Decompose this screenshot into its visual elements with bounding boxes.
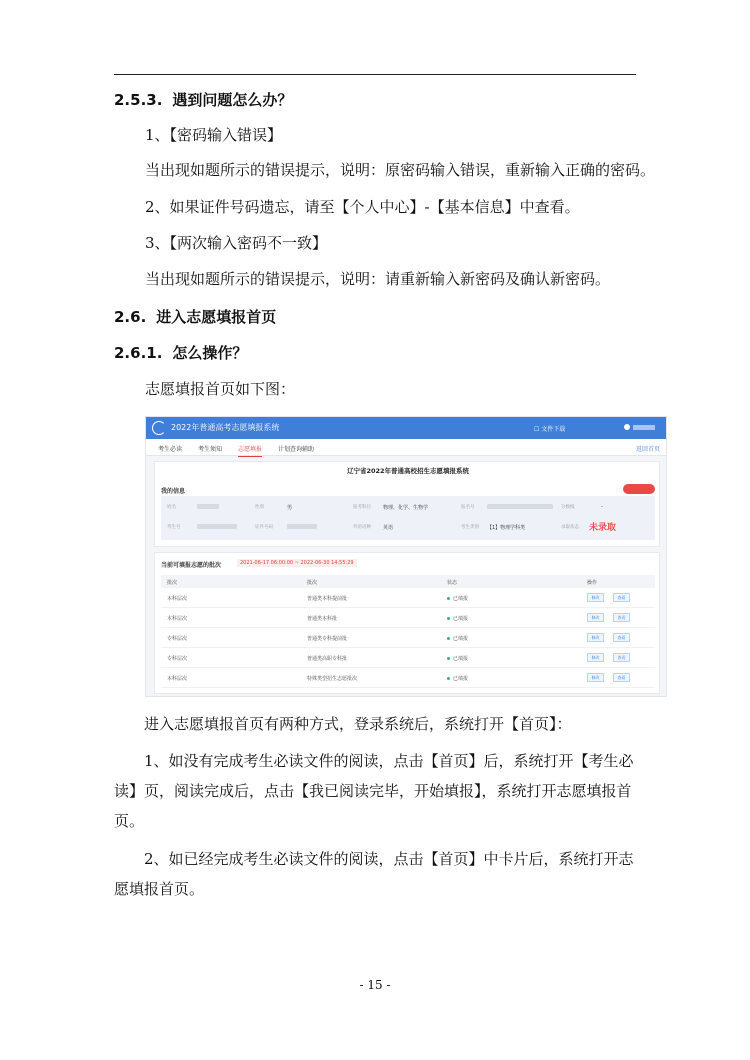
paragraph-3: 2、如已经完成考生必读文件的阅读，点击【首页】中卡片后，系统打开志愿填报首页。 (114, 850, 634, 898)
row-status-text: 已填报 (453, 636, 469, 642)
nav-tab-fill: 志愿填报 (238, 444, 262, 457)
modify-button: 修改 (587, 593, 604, 602)
view-button: 查看 (613, 593, 630, 602)
row-status (447, 615, 468, 622)
section-number: 2.5.3. (114, 91, 163, 109)
section-number: 2.6. (114, 308, 147, 326)
header-batch: 批次 (167, 580, 178, 586)
app-nav (146, 439, 667, 456)
app-header (146, 417, 667, 439)
nav-tab-must-read: 考生必读 (158, 446, 183, 453)
status-dot-icon (447, 617, 450, 620)
view-button: 查看 (613, 653, 630, 662)
figure-intro: 志愿填报首页如下图： (145, 380, 296, 398)
table-row (161, 669, 655, 688)
row-status (447, 675, 468, 682)
item-3-description: 当出现如题所示的错误提示，说明：请重新输入新密码及确认新密码。 (145, 270, 611, 288)
item-3: 3、【两次输入密码不一致】 (145, 234, 328, 252)
section-title: 进入志愿填报首页 (156, 308, 277, 326)
table-row (161, 649, 655, 668)
row-status-text: 已填报 (453, 676, 469, 682)
value-dash: - (601, 504, 603, 510)
section-title: 遇到问题怎么办？ (172, 91, 293, 109)
info-card (154, 461, 660, 547)
value-subjects: 物理、化学、生物学 (383, 505, 429, 511)
row-status (447, 595, 468, 602)
row-status-text: 已填报 (453, 616, 469, 622)
value-foreign: 英语 (383, 525, 394, 531)
header-batch-name: 批次 (307, 580, 318, 586)
status-dot-icon (447, 637, 450, 640)
row-status (447, 635, 468, 642)
label-score: 分数线 (561, 505, 575, 510)
header-status: 状态 (447, 580, 458, 586)
item-1: 1、【密码输入错误】 (145, 126, 283, 144)
status-dot-icon (447, 597, 450, 600)
modify-button: 修改 (587, 613, 604, 622)
label-id: 证件号码 (255, 525, 273, 530)
app-title: 2022年普通高考志愿填报系统 (171, 423, 280, 432)
row-batch: 特殊类型招生志愿批次 (307, 676, 358, 682)
row-batch: 普通类本科提前批 (307, 596, 348, 602)
page-number: - 15 - (359, 978, 391, 992)
redacted-value (487, 504, 553, 509)
view-button: 查看 (613, 633, 630, 642)
back-home-link: 返回首页 (636, 446, 661, 453)
status-dot-icon (447, 657, 450, 660)
row-level: 本科层次 (167, 616, 188, 622)
item-2: 2、如果证件号码遗忘，请至【个人中心】-【基本信息】中查看。 (145, 198, 580, 216)
row-status (447, 655, 468, 662)
value-gender: 男 (287, 505, 293, 511)
label-batch: 报名号 (461, 505, 475, 510)
user-icon (624, 424, 630, 430)
batch-card (154, 552, 660, 694)
table-row (161, 629, 655, 648)
nav-tab-notice: 考生须知 (198, 446, 223, 453)
row-status-text: 已填报 (453, 656, 469, 662)
user-menu (624, 423, 655, 431)
section-heading-2-5-3 (114, 90, 292, 110)
file-download-link: ☐ 文件下载 (534, 426, 566, 433)
table-header (161, 575, 655, 588)
label-category: 考生类别 (461, 525, 479, 530)
item-1-description: 当出现如题所示的错误提示，说明：原密码输入错误，重新输入正确的密码。 (145, 161, 656, 179)
nav-tab-plan: 计划查询辅助 (278, 446, 315, 453)
row-batch: 普通类高职专科批 (307, 656, 348, 662)
label-name: 姓名 (167, 505, 176, 510)
app-logo-icon (152, 421, 166, 435)
paragraph-2: 1、如没有完成考生必读文件的阅读，点击【首页】后，系统打开【考生必读】页，阅读完成后，点击【我已阅读完毕，开始填报】，系统打开志愿填报首页。 (114, 752, 634, 830)
value-first-subject: 【1】物理学科类 (487, 525, 526, 531)
label-gender: 性别 (255, 505, 264, 510)
header-rule (114, 74, 636, 75)
modify-button: 修改 (587, 673, 604, 682)
row-level: 本科层次 (167, 676, 188, 682)
label-foreign: 外语语种 (353, 525, 371, 530)
paragraph-1: 进入志愿填报首页有两种方式，登录系统后，系统打开【首页】： (144, 715, 572, 733)
table-row (161, 609, 655, 628)
user-name-redacted (633, 425, 655, 430)
system-title: 辽宁省2022年普通高校招生志愿填报系统 (346, 467, 470, 475)
red-action-button (623, 484, 655, 494)
homepage-screenshot (145, 416, 667, 697)
label-status: 录取状态 (561, 525, 579, 530)
time-range-badge: 2021-06-17 06:00:00 ~ 2022-06-30 14:55:29 (237, 559, 357, 567)
view-button: 查看 (613, 673, 630, 682)
label-subjects: 报考科目 (353, 505, 371, 510)
modify-button: 修改 (587, 633, 604, 642)
row-batch: 普通类本科批 (307, 616, 338, 622)
status-dot-icon (447, 677, 450, 680)
header-actions: 操作 (587, 580, 598, 586)
redacted-value (287, 524, 317, 529)
section-heading-2-6-1 (114, 343, 247, 363)
row-level: 专科层次 (167, 656, 188, 662)
my-info-title: 我的信息 (161, 488, 186, 495)
info-panel (161, 496, 655, 540)
row-level: 专科层次 (167, 636, 188, 642)
label-exam-no: 考生号 (167, 525, 181, 530)
table-row (161, 589, 655, 608)
redacted-value (197, 504, 219, 509)
view-button: 查看 (613, 613, 630, 622)
section-title: 怎么操作？ (172, 344, 248, 362)
row-level: 本科层次 (167, 596, 188, 602)
admission-status: 未录取 (589, 523, 617, 533)
row-batch: 普通类专科提前批 (307, 636, 348, 642)
section-heading-2-6 (114, 307, 276, 327)
modify-button: 修改 (587, 653, 604, 662)
row-status-text: 已填报 (453, 596, 469, 602)
section-number: 2.6.1. (114, 344, 163, 362)
redacted-value (197, 524, 237, 529)
batch-card-title: 当前可填报志愿的批次 (161, 562, 222, 569)
